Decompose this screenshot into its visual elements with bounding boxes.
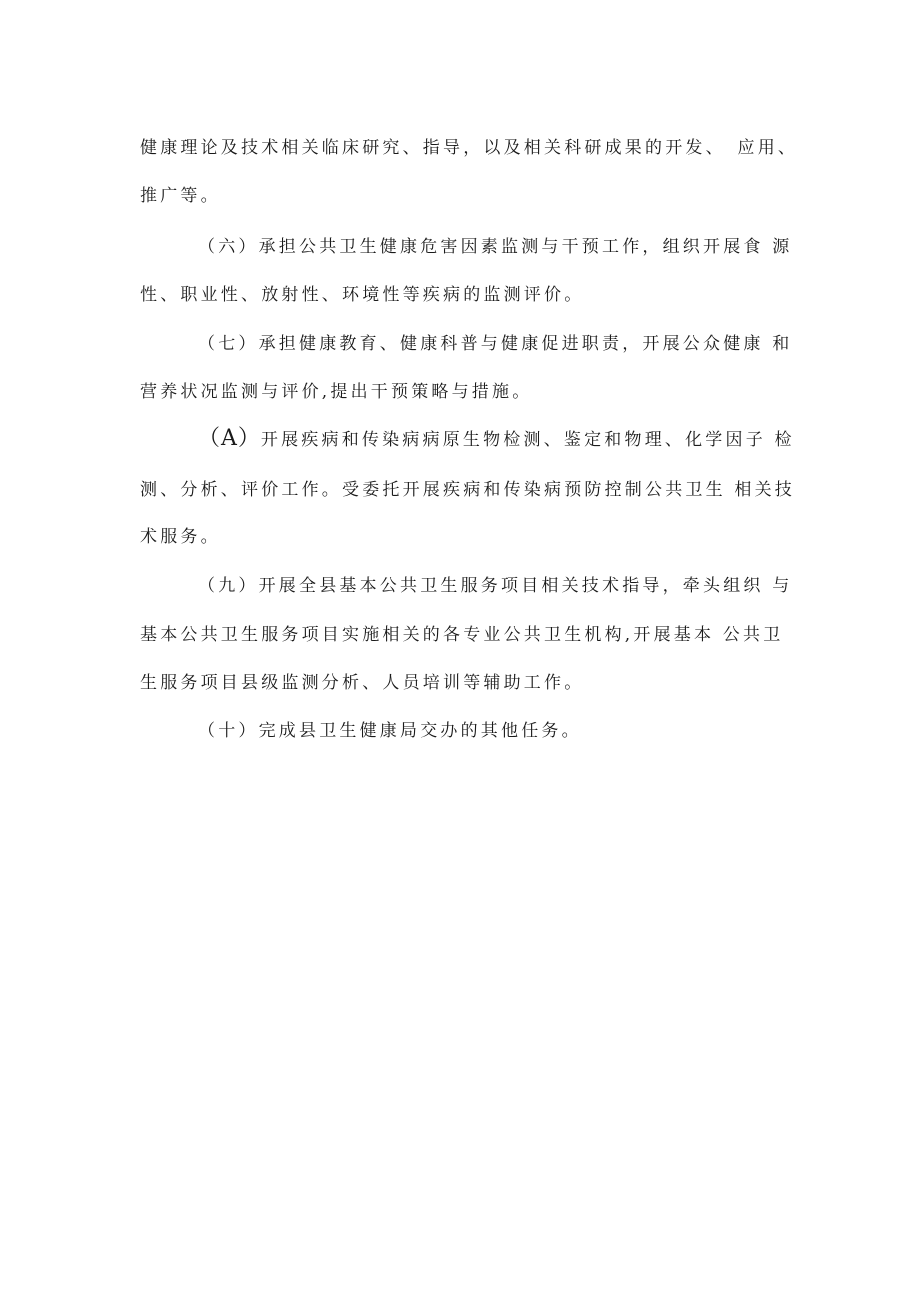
item-6-line: 性、职业性、放射性、环境性等疾病的监测评价。 (140, 285, 585, 305)
item-8-line: 开展疾病和传染病病原生物检测、鉴定和物理、化学因子 检 (260, 430, 795, 450)
item-8-marker: （A） (198, 426, 261, 451)
item-8-line: 测、分析、评价工作。受委托开展疾病和传染病预防控制公共卫生 相关技 (140, 480, 796, 500)
item-10-line: （十）完成县卫生健康局交办的其他任务。 (198, 721, 582, 741)
item-7-line: 营养状况监测与评价,提出干预策略与措施。 (140, 382, 533, 402)
paragraph-line: 推广等。 (140, 186, 221, 206)
item-9-line: （九）开展全县基本公共卫生服务项目相关技术指导，牵头组织 与 (198, 576, 793, 596)
paragraph-line: 健康理论及技术相关临床研究、指导，以及相关科研成果的开发、 应用、 (140, 138, 799, 158)
item-9-line: 基本公共卫生服务项目实施相关的各专业公共卫生机构,开展基本 公共卫 (140, 625, 784, 645)
item-7-line: （七）承担健康教育、健康科普与健康促进职责，开展公众健康 和 (198, 334, 793, 354)
item-8-first-line (198, 426, 795, 451)
item-9-line: 生服务项目县级监测分析、人员培训等辅助工作。 (140, 673, 585, 693)
item-8-line: 术服务。 (140, 527, 221, 547)
item-6-line: （六）承担公共卫生健康危害因素监测与干预工作，组织开展食 源 (198, 237, 793, 257)
